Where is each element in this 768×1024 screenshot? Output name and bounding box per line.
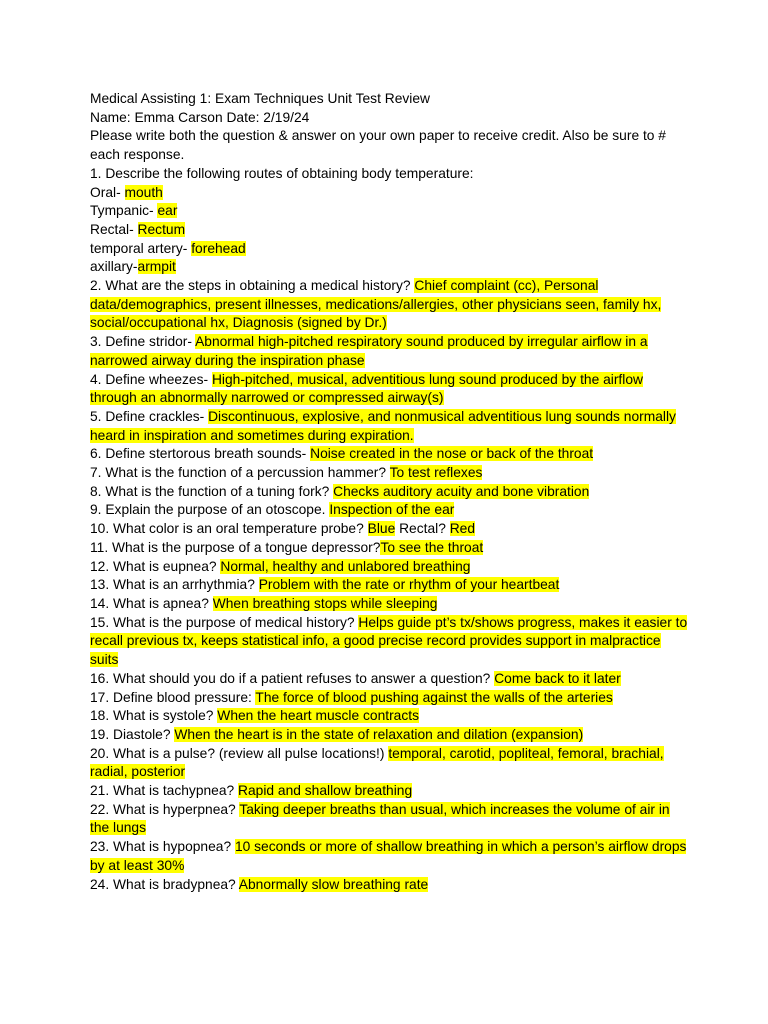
question-text: 23. What is hypopnea?	[90, 839, 235, 855]
question-item	[90, 501, 690, 520]
route-answer: Rectum	[137, 221, 186, 237]
route-label: axillary-	[90, 259, 138, 275]
answer-text: Discontinuous, explosive, and nonmusical adventitious lung sounds normally heard in inspiration and sometimes during expiration.	[90, 408, 676, 443]
question-text: 21. What is tachypnea?	[90, 783, 239, 799]
question-text: 11. What is the purpose of a tongue depressor?	[90, 539, 381, 555]
route-label: temporal artery-	[90, 240, 192, 256]
question-text: 5. Define crackles-	[90, 408, 209, 424]
question-text: 8. What is the function of a tuning fork?	[90, 483, 334, 499]
answer-text: Normal, healthy and unlabored breathing	[220, 558, 471, 574]
question-list	[90, 277, 690, 894]
answer-text: temporal, carotid, popliteal, femoral, brachial, radial, posterior	[90, 745, 664, 780]
route-answer: armpit	[137, 259, 176, 275]
answer-text: 10 seconds or more of shallow breathing in which a person’s airflow drops by at least 30%	[90, 839, 687, 873]
question-text: 2. What are the steps in obtaining a medical history?	[90, 278, 415, 294]
question-item	[90, 558, 690, 577]
question-text: 10. What color is an oral temperature probe?	[90, 521, 368, 537]
question-text: 15. What is the purpose of medical history?	[90, 614, 359, 630]
question-item	[90, 614, 690, 670]
route-answer: ear	[157, 203, 178, 219]
question-item	[90, 408, 690, 445]
instructions: Please write both the question & answer on your own paper to receive credit. Also be sure to # each response.	[90, 128, 666, 163]
answer-text: Come back to it later	[494, 670, 621, 686]
route-label: Oral-	[90, 184, 125, 200]
document-page	[90, 90, 690, 894]
question-item	[90, 726, 690, 745]
question-item	[90, 838, 690, 875]
question-item	[90, 876, 690, 895]
answer-text: When the heart muscle contracts	[217, 708, 419, 724]
name-date-line: Name: Emma Carson Date: 2/19/24	[90, 109, 310, 125]
question-item	[90, 464, 690, 483]
route-answer: forehead	[191, 240, 246, 256]
question-text: 13. What is an arrhythmia?	[90, 577, 259, 593]
question-item	[90, 445, 690, 464]
temperature-routes	[90, 184, 690, 278]
question-text: 4. Define wheezes-	[90, 371, 212, 387]
question-item	[90, 689, 690, 708]
route-label: Tympanic-	[90, 203, 158, 219]
question-item	[90, 801, 690, 838]
question-item	[90, 745, 690, 782]
question-item	[90, 371, 690, 408]
question-item	[90, 595, 690, 614]
question-text: 3. Define stridor-	[90, 334, 196, 350]
question-text: 20. What is a pulse? (review all pulse locations!)	[90, 745, 389, 761]
route-item	[90, 184, 690, 203]
route-item	[90, 221, 690, 240]
answer-text: Red	[449, 521, 476, 537]
question-1: 1. Describe the following routes of obtaining body temperature:	[90, 165, 474, 181]
answer-text: Abnormally slow breathing rate	[238, 876, 429, 892]
question-item	[90, 520, 690, 539]
route-item	[90, 258, 690, 277]
question-text: 9. Explain the purpose of an otoscope.	[90, 502, 330, 518]
answer-text: To see the throat	[380, 539, 484, 555]
answer-text: Abnormal high-pitched respiratory sound produced by irregular airflow in a narrowed airway during the inspiration phase	[90, 334, 648, 368]
question-item	[90, 539, 690, 558]
answer-text: Inspection of the ear	[329, 502, 455, 518]
route-label: Rectal-	[90, 221, 138, 237]
answer-text: High-pitched, musical, adventitious lung sound produced by the airflow through an abnormally narrowed or compressed airway(s)	[90, 371, 643, 406]
question-text: 6. Define stertorous breath sounds-	[90, 446, 311, 462]
question-text: 19. Diastole?	[90, 726, 175, 742]
answer-text: To test reflexes	[389, 465, 483, 481]
question-item	[90, 576, 690, 595]
answer-text: When breathing stops while sleeping	[212, 595, 438, 611]
answer-text: Chief complaint (cc), Personal data/demographics, present illnesses, medications/allergies, other physicians seen, family hx, social/occupational hx, Diagnosis (signed by Dr.)	[90, 278, 662, 331]
answer-text: When the heart is in the state of relaxation and dilation (expansion)	[174, 726, 584, 742]
question-text: Rectal?	[395, 521, 450, 537]
question-text: 18. What is systole?	[90, 708, 218, 724]
question-text: 12. What is eupnea?	[90, 558, 221, 574]
answer-text: Helps guide pt’s tx/shows progress, makes it easier to recall previous tx, keeps statistical info, a good precise record provides support in malpractice suits	[90, 614, 688, 668]
question-item	[90, 333, 690, 370]
answer-text: Problem with the rate or rhythm of your heartbeat	[258, 577, 560, 593]
question-item	[90, 670, 690, 689]
question-item	[90, 707, 690, 726]
answer-text: Noise created in the nose or back of the throat	[310, 446, 594, 462]
question-item	[90, 782, 690, 801]
route-item	[90, 202, 690, 221]
route-answer: mouth	[124, 184, 163, 200]
question-text: 22. What is hyperpnea?	[90, 801, 240, 817]
question-text: 17. Define blood pressure:	[90, 689, 256, 705]
question-text: 7. What is the function of a percussion hammer?	[90, 465, 390, 481]
answer-text: The force of blood pushing against the walls of the arteries	[255, 689, 613, 705]
answer-text: Checks auditory acuity and bone vibration	[333, 483, 590, 499]
question-item	[90, 277, 690, 333]
question-text: 14. What is apnea?	[90, 595, 213, 611]
doc-title: Medical Assisting 1: Exam Techniques Unit Test Review	[90, 91, 430, 106]
answer-text: Blue	[367, 521, 396, 537]
question-item	[90, 483, 690, 502]
question-text: 24. What is bradypnea?	[90, 876, 239, 892]
answer-text: Rapid and shallow breathing	[238, 783, 413, 799]
route-item	[90, 240, 690, 259]
question-text: 16. What should you do if a patient refuses to answer a question?	[90, 670, 495, 686]
answer-text: Taking deeper breaths than usual, which increases the volume of air in the lungs	[90, 801, 670, 836]
